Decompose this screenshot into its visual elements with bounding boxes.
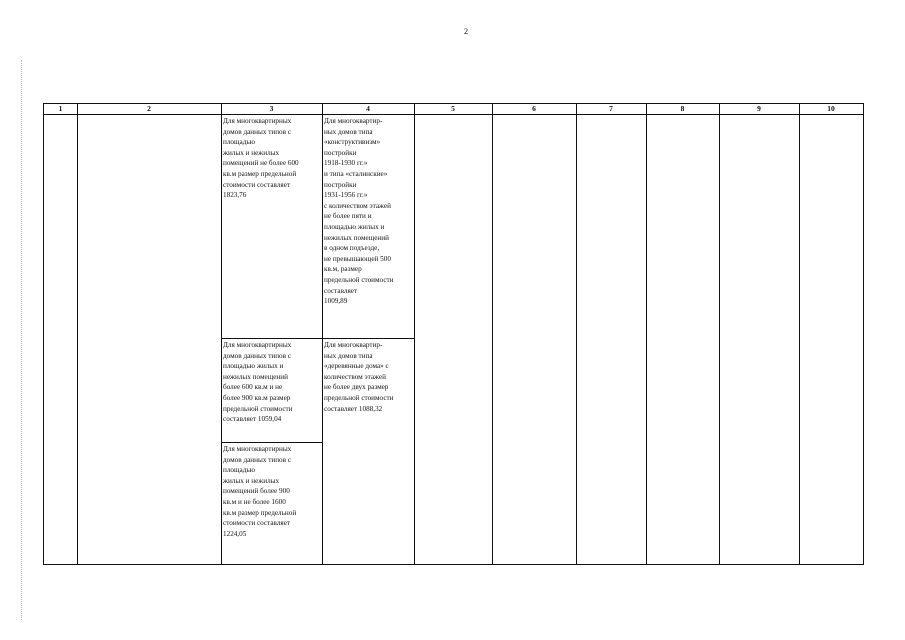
page-number: 2 — [463, 26, 469, 36]
header-col-1: 1 — [58, 104, 63, 113]
header-col-5: 5 — [451, 104, 455, 113]
col4-row-divider — [322, 338, 414, 339]
header-col-10: 10 — [827, 104, 835, 113]
column-divider — [719, 104, 720, 564]
header-col-7: 7 — [609, 104, 613, 113]
column-divider — [322, 104, 323, 564]
header-col-6: 6 — [532, 104, 536, 113]
col3-cell-2: Для многоквартирных домов данных типов с площадью жилых и нежилых помещений более 600 кв.м и не более 900 кв.м размер предельной стоимости составляет 1059,04 — [223, 341, 293, 424]
column-divider — [221, 104, 222, 564]
header-col-8: 8 — [680, 104, 685, 113]
header-col-3: 3 — [269, 104, 274, 113]
table-header-row — [44, 104, 863, 115]
col4-cell-1: Для многоквартир- ных домов типа «конструктивизм» постройки 1918-1930 гг.» и типа «сталинские» постройки 1931-1956 гг.» с количеством этажей не более пяти и площадью жилых и нежилых помещений в одном подъезде, не превышающей 500 кв.м, размер предельной стоимости составляет 1009,89 — [324, 117, 394, 306]
column-divider — [77, 104, 78, 564]
col3-row-divider — [221, 338, 322, 339]
margin-dotted-line — [21, 60, 23, 620]
col4-cell-2: Для многоквартир- ных домов типа «деревянные дома» с количеством этажей не более двух размер предельной стоимости составляет 1088,32 — [324, 341, 394, 413]
col3-cell-1: Для многоквартирных домов данных типов с площадью жилых и нежилых помещений не более 600 кв.м размер предельной стоимости составляет 1823,76 — [223, 117, 299, 200]
header-col-4: 4 — [366, 104, 370, 113]
header-col-2: 2 — [147, 104, 151, 113]
column-divider — [646, 104, 647, 564]
column-divider — [799, 104, 800, 564]
column-divider — [492, 104, 493, 564]
column-divider — [576, 104, 577, 564]
column-divider — [414, 104, 415, 564]
header-col-9: 9 — [757, 104, 761, 113]
tariff-table — [43, 103, 864, 565]
col3-cell-3: Для многоквартирных домов данных типов с площадью жилых и нежилых помещений более 900 кв.м и не более 1600 кв.м размер предельной стоимости составляет 1224,05 — [223, 445, 297, 538]
col3-row-divider — [221, 442, 322, 443]
